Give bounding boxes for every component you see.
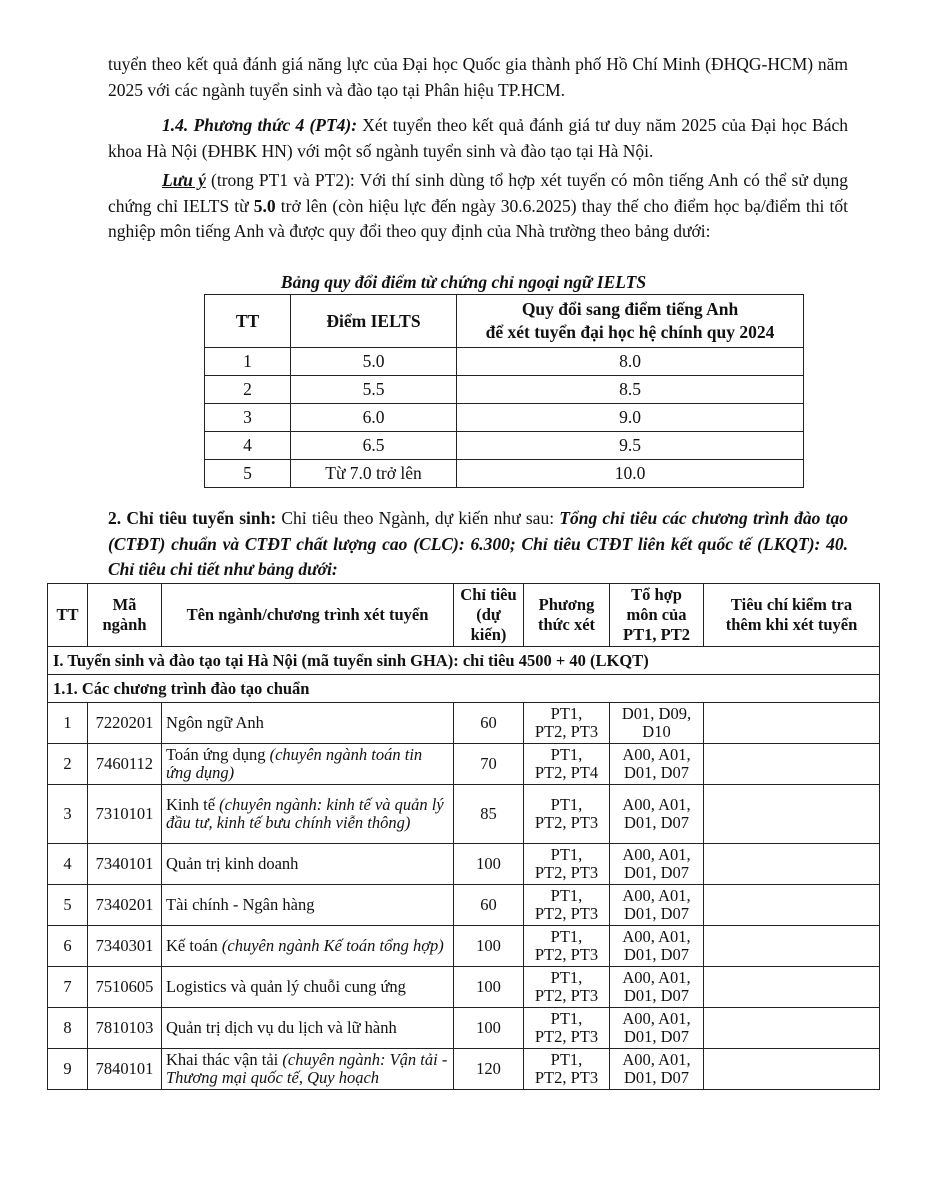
cell-criteria [704, 744, 880, 785]
quota-header-row [48, 584, 880, 647]
cell-method-line1: PT1, [550, 845, 583, 864]
cell-method [524, 844, 610, 885]
cell-combo [610, 885, 704, 926]
cell-method-line1: PT1, [550, 795, 583, 814]
cell-method-line1: PT1, [550, 704, 583, 723]
cell-method [524, 885, 610, 926]
cell-combo-line1: A00, A01, [622, 745, 691, 764]
cell-name-note: (chuyên ngành: Vận tải - Thương mại quốc tế, Quy hoạch [166, 1050, 448, 1087]
cell-tt: 7 [48, 967, 88, 1008]
cell-method [524, 744, 610, 785]
cell-name-main: Toán ứng dụng [166, 745, 270, 764]
cell-method-line1: PT1, [550, 1050, 583, 1069]
cell-method-line1: PT1, [550, 968, 583, 987]
header-tt: TT [205, 295, 291, 348]
cell-criteria [704, 885, 880, 926]
cell-combo-line2: D01, D07 [623, 863, 690, 882]
cell-quota: 100 [454, 1008, 524, 1049]
cell-method-line1: PT1, [550, 886, 583, 905]
paragraph-text: tuyển theo kết quả đánh giá năng lực của Đại học Quốc gia thành phố Hồ Chí Minh (ĐHQG-HCM) năm 2025 với các ngành tuyển sinh và đào tạo tại Phân hiệu TP.HCM. [108, 54, 848, 100]
cell-combo-line1: A00, A01, [622, 927, 691, 946]
cell-name [162, 785, 454, 844]
cell-combo [610, 926, 704, 967]
cell-code: 7510605 [88, 967, 162, 1008]
quota-text: Chỉ tiêu theo Ngành, dự kiến như sau: [276, 508, 560, 528]
cell-combo-line1: A00, A01, [622, 886, 691, 905]
cell-combo [610, 1008, 704, 1049]
table-row [48, 703, 880, 744]
cell-method [524, 785, 610, 844]
pt4-text: Xét tuyển theo kết quả đánh giá tư duy năm 2025 của Đại học Bách khoa Hà Nội (ĐHBK HN) với một số ngành tuyển sinh và đào tạo tại Hà Nội. [108, 115, 848, 161]
cell-quota: 100 [454, 926, 524, 967]
quota-heading: 2. Chỉ tiêu tuyển sinh: [108, 508, 277, 528]
cell-combo-line1: A00, A01, [622, 968, 691, 987]
cell-name [162, 1008, 454, 1049]
cell-combo-line1: A00, A01, [622, 1050, 691, 1069]
section-row [48, 647, 880, 675]
header-code-line1: Mã [112, 595, 137, 614]
section-title: I. Tuyển sinh và đào tạo tại Hà Nội (mã tuyển sinh GHA): chỉ tiêu 4500 + 40 (LKQT) [48, 647, 880, 675]
cell-criteria [704, 785, 880, 844]
subsection-title: 1.1. Các chương trình đào tạo chuẩn [48, 675, 880, 703]
cell-quota: 85 [454, 785, 524, 844]
note-heading: Lưu ý [162, 170, 206, 190]
cell-quota: 70 [454, 744, 524, 785]
cell-method-line2: PT2, PT3 [534, 945, 599, 964]
cell-method-line2: PT2, PT3 [534, 722, 599, 741]
cell-name-main: Kinh tế [166, 795, 220, 814]
header-quota [454, 584, 524, 647]
cell-name-main: Quản trị dịch vụ du lịch và lữ hành [166, 1018, 397, 1037]
cell-method-line2: PT2, PT3 [534, 813, 599, 832]
cell-method-line1: PT1, [550, 1009, 583, 1028]
paragraph-pt4 [108, 113, 848, 164]
cell-name-note: (chuyên ngành: kinh tế và quản lý đầu tư, kinh tế bưu chính viễn thông) [166, 795, 444, 832]
ielts-conversion-table [204, 294, 804, 488]
cell-tt: 1 [48, 703, 88, 744]
cell-criteria [704, 703, 880, 744]
table-row [205, 460, 804, 488]
cell-name [162, 967, 454, 1008]
cell-method-line1: PT1, [550, 745, 583, 764]
cell-name-note: (chuyên ngành Kế toán tổng hợp) [221, 936, 444, 955]
cell-criteria [704, 967, 880, 1008]
cell-name-main: Quản trị kinh doanh [166, 854, 299, 873]
table-row [48, 1049, 880, 1090]
cell-code: 7310101 [88, 785, 162, 844]
cell-quota: 100 [454, 844, 524, 885]
cell-ielts: 6.5 [291, 432, 457, 460]
cell-combo-line1: A00, A01, [622, 795, 691, 814]
cell-tt: 3 [205, 404, 291, 432]
cell-code: 7340201 [88, 885, 162, 926]
cell-name [162, 844, 454, 885]
cell-converted: 9.5 [457, 432, 804, 460]
cell-name [162, 1049, 454, 1090]
cell-name [162, 703, 454, 744]
cell-name-note: (chuyên ngành toán tin ứng dụng) [166, 745, 423, 782]
header-method [524, 584, 610, 647]
cell-ielts: 5.5 [291, 376, 457, 404]
cell-method-line2: PT2, PT3 [534, 904, 599, 923]
header-criteria-line2: thêm khi xét tuyển [725, 615, 858, 634]
cell-tt: 5 [48, 885, 88, 926]
cell-converted: 8.0 [457, 348, 804, 376]
cell-name [162, 926, 454, 967]
ielts-header-row [205, 295, 804, 348]
cell-tt: 9 [48, 1049, 88, 1090]
cell-criteria [704, 1008, 880, 1049]
cell-combo-line1: A00, A01, [622, 1009, 691, 1028]
cell-ielts: 6.0 [291, 404, 457, 432]
cell-quota: 60 [454, 885, 524, 926]
header-code-line2: ngành [102, 615, 147, 634]
cell-code: 7840101 [88, 1049, 162, 1090]
cell-method-line2: PT2, PT3 [534, 986, 599, 1005]
cell-tt: 2 [205, 376, 291, 404]
header-converted [457, 295, 804, 348]
cell-combo-line2: D01, D07 [623, 1027, 690, 1046]
note-text-a: (trong PT1 và PT2): Với thí sinh dùng tổ hợp xét tuyển có môn tiếng Anh có thể sử dụng chứng chỉ IELTS từ [108, 170, 848, 216]
table-row [205, 404, 804, 432]
cell-method [524, 926, 610, 967]
cell-quota: 60 [454, 703, 524, 744]
section-row [48, 675, 880, 703]
cell-name-main: Tài chính - Ngân hàng [166, 895, 315, 914]
cell-combo-line2: D01, D07 [623, 904, 690, 923]
cell-tt: 4 [205, 432, 291, 460]
cell-name [162, 744, 454, 785]
cell-converted: 10.0 [457, 460, 804, 488]
cell-combo-line1: A00, A01, [622, 845, 691, 864]
cell-method [524, 1049, 610, 1090]
paragraph-pt3-continued [108, 52, 848, 103]
table-row [48, 967, 880, 1008]
cell-name-main: Logistics và quản lý chuỗi cung ứng [166, 977, 406, 996]
cell-quota: 120 [454, 1049, 524, 1090]
ielts-table-caption: Bảng quy đổi điểm từ chứng chỉ ngoại ngữ IELTS [280, 272, 647, 292]
table-row [48, 785, 880, 844]
header-quota-line1: Chỉ tiêu [460, 585, 517, 604]
header-combo-line2: môn của [626, 605, 687, 624]
cell-quota: 100 [454, 967, 524, 1008]
cell-combo [610, 1049, 704, 1090]
header-method-line2: thức xét [537, 615, 596, 634]
header-name: Tên ngành/chương trình xét tuyển [162, 584, 454, 647]
header-ielts-score: Điểm IELTS [291, 295, 457, 348]
table-row [205, 432, 804, 460]
cell-name-main: Kế toán [166, 936, 222, 955]
cell-method-line1: PT1, [550, 927, 583, 946]
table-row [205, 376, 804, 404]
cell-code: 7810103 [88, 1008, 162, 1049]
cell-tt: 4 [48, 844, 88, 885]
cell-combo [610, 703, 704, 744]
cell-tt: 3 [48, 785, 88, 844]
cell-combo-line2: D01, D07 [623, 1068, 690, 1087]
cell-name-main: Khai thác vận tải [166, 1050, 283, 1069]
cell-combo-line2: D01, D07 [623, 813, 690, 832]
header-converted-line1: Quy đổi sang điểm tiếng Anh [521, 299, 739, 319]
cell-tt: 5 [205, 460, 291, 488]
cell-combo [610, 844, 704, 885]
note-text-b: trở lên (còn hiệu lực đến ngày 30.6.2025) thay thế cho điểm học bạ/điểm thi tốt nghiệp môn tiếng Anh và được quy đổi theo quy định của Nhà trường theo bảng dưới: [108, 195, 848, 241]
header-converted-line2: để xét tuyển đại học hệ chính quy 2024 [485, 322, 775, 342]
cell-method [524, 1008, 610, 1049]
cell-name-main: Ngôn ngữ Anh [166, 713, 264, 732]
cell-converted: 9.0 [457, 404, 804, 432]
cell-name [162, 885, 454, 926]
header-combo-line3: PT1, PT2 [623, 625, 690, 644]
cell-combo-line2: D01, D07 [623, 986, 690, 1005]
cell-method-line2: PT2, PT3 [534, 1027, 599, 1046]
cell-combo-line2: D10 [642, 722, 671, 741]
cell-method-line2: PT2, PT3 [534, 863, 599, 882]
header-tt: TT [48, 584, 88, 647]
header-criteria [704, 584, 880, 647]
paragraph-quota [108, 506, 848, 583]
cell-code: 7460112 [88, 744, 162, 785]
cell-combo-line2: D01, D07 [623, 763, 690, 782]
table-row [48, 926, 880, 967]
paragraph-note [108, 168, 848, 245]
header-combo-line1: Tổ hợp [631, 585, 682, 604]
note-bold-value: 5.0 [253, 195, 276, 216]
cell-tt: 8 [48, 1008, 88, 1049]
cell-code: 7340101 [88, 844, 162, 885]
cell-tt: 1 [205, 348, 291, 376]
table-row [48, 1008, 880, 1049]
cell-combo [610, 967, 704, 1008]
pt4-heading: 1.4. Phương thức 4 (PT4): [162, 115, 358, 135]
quota-emphasis: Tổng chỉ tiêu các chương trình đào tạo (CTĐT) chuẩn và CTĐT chất lượng cao (CLC): 6.300; Chỉ tiêu CTĐT liên kết quốc tế (LKQT): 40. Chỉ tiêu chi tiết như bảng dưới: [108, 508, 849, 579]
cell-criteria [704, 844, 880, 885]
cell-combo [610, 785, 704, 844]
quota-table [47, 583, 880, 1090]
table-row [48, 844, 880, 885]
header-method-line1: Phương [538, 595, 595, 614]
cell-combo [610, 744, 704, 785]
cell-criteria [704, 926, 880, 967]
cell-tt: 2 [48, 744, 88, 785]
cell-criteria [704, 1049, 880, 1090]
cell-tt: 6 [48, 926, 88, 967]
cell-method [524, 967, 610, 1008]
cell-method-line2: PT2, PT3 [534, 1068, 599, 1087]
cell-ielts: Từ 7.0 trở lên [291, 460, 457, 488]
table-row [48, 744, 880, 785]
cell-ielts: 5.0 [291, 348, 457, 376]
cell-code: 7220201 [88, 703, 162, 744]
cell-converted: 8.5 [457, 376, 804, 404]
header-quota-line2: (dự kiến) [470, 605, 507, 644]
cell-method-line2: PT2, PT4 [534, 763, 599, 782]
header-combo [610, 584, 704, 647]
cell-code: 7340301 [88, 926, 162, 967]
cell-combo-line1: D01, D09, [621, 704, 692, 723]
header-code [88, 584, 162, 647]
table-row [205, 348, 804, 376]
header-criteria-line1: Tiêu chí kiểm tra [730, 595, 853, 614]
table-row [48, 885, 880, 926]
cell-method [524, 703, 610, 744]
cell-combo-line2: D01, D07 [623, 945, 690, 964]
